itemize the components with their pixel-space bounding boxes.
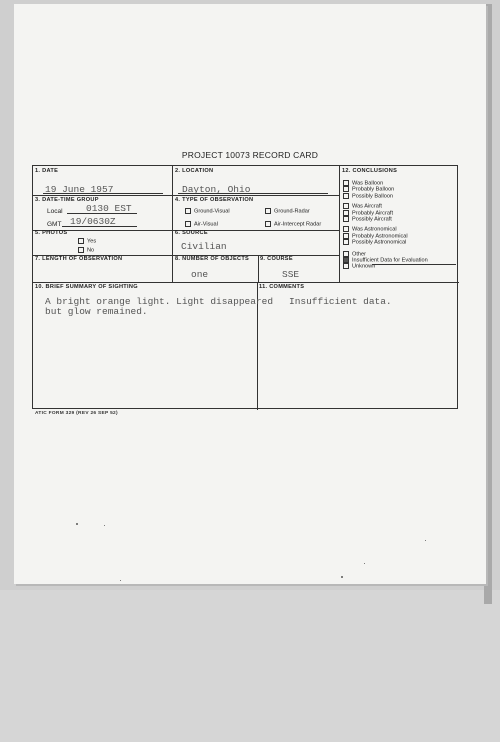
scan-speck <box>120 580 121 581</box>
conclusion-was-aircraft[interactable]: Was Aircraft <box>343 203 428 209</box>
conclusion-probably-astronomical[interactable]: Probably Astronomical <box>343 233 428 239</box>
date-label: 1. DATE <box>35 168 59 174</box>
dtg-local-label: Local <box>47 208 63 215</box>
photos-label: 5. PHOTOS <box>35 230 68 236</box>
obs-type-label: 4. TYPE OF OBSERVATION <box>175 197 254 203</box>
checkbox-icon <box>78 238 84 244</box>
dtg-local-underline <box>67 213 137 214</box>
checkbox-icon <box>343 216 349 222</box>
checkbox-icon <box>265 221 271 227</box>
checkbox-icon <box>78 247 84 253</box>
checkbox-icon <box>343 210 349 216</box>
photos-no-option[interactable]: No <box>78 247 94 253</box>
dtg-gmt-label: GMT <box>47 221 62 228</box>
location-label: 2. LOCATION <box>175 168 214 174</box>
source-value: Civilian <box>181 241 227 252</box>
form-footer: ATIC FORM 329 (REV 26 SEP 52) <box>35 411 118 416</box>
dtg-gmt-value: 19/0630Z <box>70 216 116 227</box>
source-label: 6. SOURCE <box>175 230 208 236</box>
dtg-label: 3. DATE-TIME GROUP <box>35 197 99 203</box>
comments-value: Insufficient data. <box>289 296 392 307</box>
checkbox-icon <box>265 208 271 214</box>
course-value: SSE <box>282 269 300 280</box>
other-underline <box>372 264 456 265</box>
summary-label: 10. BRIEF SUMMARY OF SIGHTING <box>35 284 138 290</box>
conclusions-list <box>343 180 428 270</box>
dtg-local-value: 0130 EST <box>86 203 132 214</box>
checkbox-icon <box>343 263 349 269</box>
checkbox-icon <box>343 180 349 186</box>
course-label: 9. COURSE <box>260 256 293 262</box>
scan-speck <box>104 525 105 526</box>
conclusion-probably-balloon[interactable]: Probably Balloon <box>343 186 428 192</box>
conclusion-unknown[interactable]: Unknown <box>343 263 428 269</box>
dtg-gmt-underline <box>62 226 137 227</box>
scan-speck <box>76 523 78 525</box>
checkbox-icon <box>343 239 349 245</box>
objects-label: 8. NUMBER OF OBJECTS <box>175 256 250 262</box>
conclusion-possibly-aircraft[interactable]: Possibly Aircraft <box>343 216 428 222</box>
scan-speck <box>341 576 343 578</box>
checkbox-icon <box>343 226 349 232</box>
checkbox-checked-icon <box>343 257 349 263</box>
objects-value: one <box>191 269 209 280</box>
location-underline <box>178 193 328 194</box>
checkbox-icon <box>343 251 349 257</box>
conclusions-label: 12. CONCLUSIONS <box>342 168 398 174</box>
conclusion-possibly-astronomical[interactable]: Possibly Astronomical <box>343 239 428 245</box>
checkbox-icon <box>343 233 349 239</box>
location-value: Dayton, Ohio <box>182 184 251 195</box>
conclusion-insufficient-data[interactable]: Insufficient Data for Evaluation <box>343 257 428 263</box>
obs-option-air-intercept-radar[interactable]: Air-Intercept Radar <box>265 221 321 227</box>
date-underline <box>43 193 163 194</box>
photos-yes-option[interactable]: Yes <box>78 238 96 244</box>
checkbox-icon <box>185 221 191 227</box>
conclusion-other[interactable]: Other <box>343 251 428 257</box>
conclusion-was-astronomical[interactable]: Was Astronomical <box>343 226 428 232</box>
summary-line-2: but glow remained. <box>45 306 148 317</box>
checkbox-icon <box>185 208 191 214</box>
checkbox-icon <box>343 193 349 199</box>
length-label: 7. LENGTH OF OBSERVATION <box>35 256 123 262</box>
conclusion-probably-aircraft[interactable]: Probably Aircraft <box>343 210 428 216</box>
scan-speck <box>364 563 365 564</box>
scan-speck <box>425 540 426 541</box>
comments-label: 11. COMMENTS <box>259 284 305 290</box>
summary-line-1: A bright orange light. Light disappeared <box>45 296 274 307</box>
conclusion-was-balloon[interactable]: Was Balloon <box>343 180 428 186</box>
scan-lower-area <box>0 590 500 742</box>
date-value: 19 June 1957 <box>45 184 114 195</box>
obs-option-ground-visual[interactable]: Ground-Visual <box>185 208 230 214</box>
obs-option-air-visual[interactable]: Air-Visual <box>185 221 218 227</box>
conclusion-possibly-balloon[interactable]: Possibly Balloon <box>343 193 428 199</box>
checkbox-icon <box>343 186 349 192</box>
checkbox-icon <box>343 203 349 209</box>
obs-option-ground-radar[interactable]: Ground-Radar <box>265 208 310 214</box>
card-title: PROJECT 10073 RECORD CARD <box>181 150 319 160</box>
